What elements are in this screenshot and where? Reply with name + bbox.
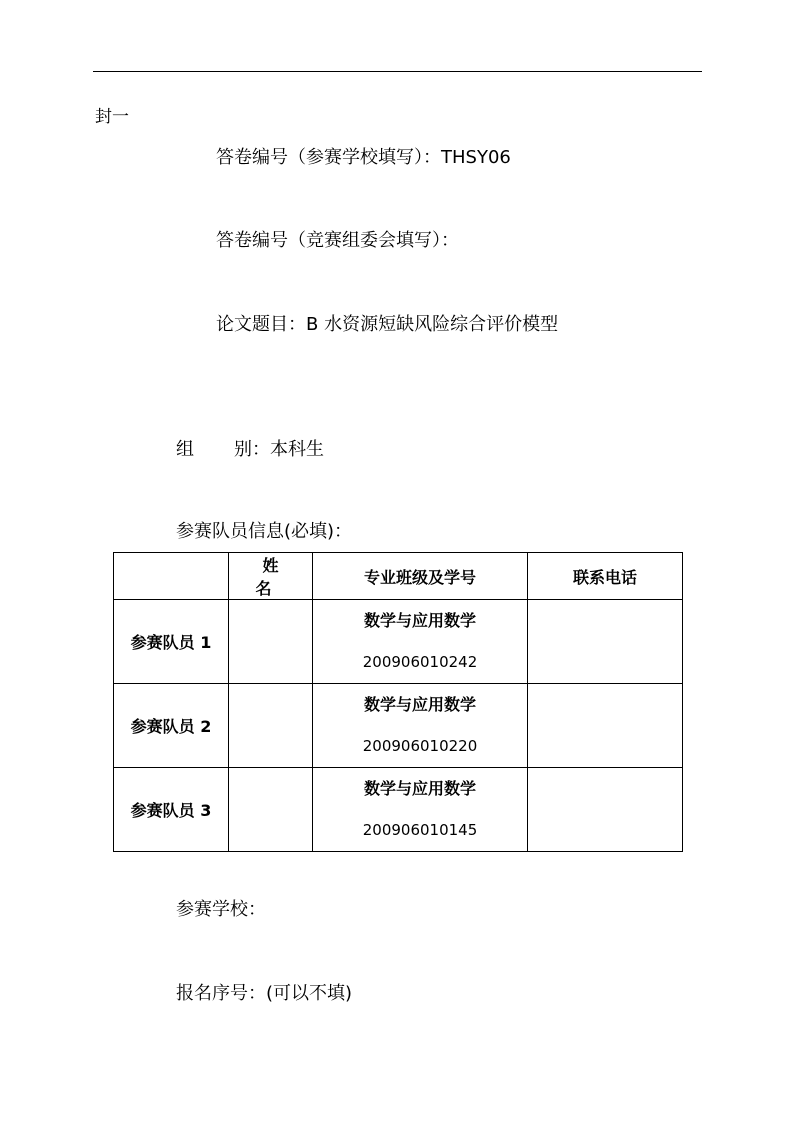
school-row [176, 899, 266, 921]
group-label-2: 别： [234, 439, 270, 460]
member-name [229, 768, 313, 852]
member-major-cell [313, 684, 528, 768]
member-role: 参赛队员 2 [114, 684, 229, 768]
answer-number-committee-row [216, 230, 459, 252]
answer-number-school-value: THSY06 [441, 147, 511, 168]
paper-title-label: 论文题目： [216, 314, 306, 335]
member-role: 参赛队员 1 [114, 600, 229, 684]
member-name [229, 684, 313, 768]
member-phone [528, 684, 683, 768]
member-role: 参赛队员 3 [114, 768, 229, 852]
table-row [114, 768, 683, 852]
member-major: 数学与应用数学 [363, 695, 476, 714]
header-cell-phone: 联系电话 [528, 553, 683, 600]
group-row [176, 439, 324, 461]
members-heading: 参赛队员信息(必填)： [176, 521, 353, 542]
members-table-header-row [114, 553, 683, 600]
member-major-cell [313, 600, 528, 684]
members-table [113, 552, 683, 852]
member-student-id: 200906010220 [362, 737, 478, 755]
registration-number-note: (可以不填) [266, 983, 353, 1004]
header-cell-major: 专业班级及学号 [313, 553, 528, 600]
table-row [114, 600, 683, 684]
registration-number-row [176, 983, 352, 1005]
answer-number-school-label: 答卷编号（参赛学校填写）： [216, 147, 441, 168]
member-name [229, 600, 313, 684]
header-cell-name [229, 553, 313, 600]
member-student-id: 200906010242 [362, 653, 478, 671]
school-label: 参赛学校： [176, 899, 266, 920]
header-cell-blank [114, 553, 229, 600]
group-value: 本科生 [270, 439, 324, 460]
answer-number-school-row [216, 147, 511, 169]
member-major-cell [313, 768, 528, 852]
member-major: 数学与应用数学 [363, 779, 476, 798]
table-row [114, 684, 683, 768]
header-rule [93, 71, 702, 72]
group-label-1: 组 [176, 439, 194, 460]
member-phone [528, 768, 683, 852]
paper-title-row [216, 314, 558, 336]
cover-label: 封一 [95, 107, 129, 127]
answer-number-committee-label: 答卷编号（竞赛组委会填写）： [216, 230, 459, 251]
member-phone [528, 600, 683, 684]
registration-number-label: 报名序号： [176, 983, 266, 1004]
header-name-label: 姓 名 [255, 556, 293, 598]
member-student-id: 200906010145 [362, 821, 478, 839]
paper-title-value: B 水资源短缺风险综合评价模型 [306, 314, 559, 335]
member-major: 数学与应用数学 [363, 611, 476, 630]
